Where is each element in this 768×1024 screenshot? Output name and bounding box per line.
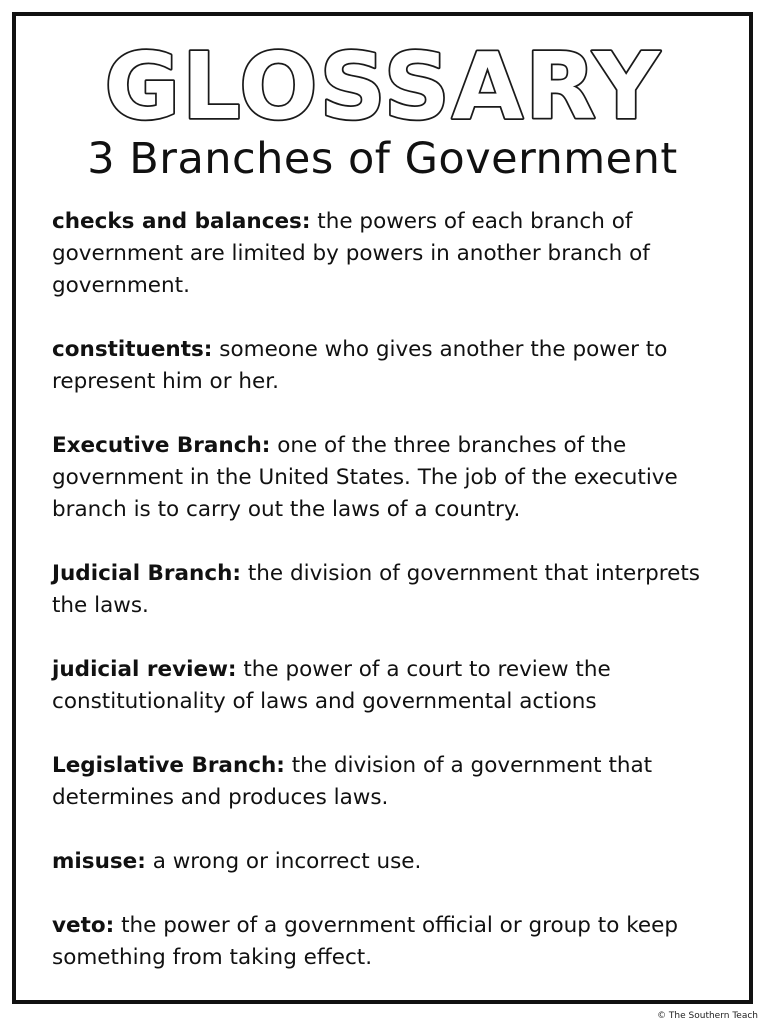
entry-term: Judicial Branch: — [52, 561, 241, 586]
entry-term: veto: — [52, 913, 115, 938]
glossary-entry — [52, 206, 742, 302]
entry-definition: the power of a court to review the constitutionality of laws and governmental actions — [52, 657, 611, 714]
entry-definition: the powers of each branch of government are limited by powers in another branch of government. — [52, 209, 650, 298]
entry-term: checks and balances: — [52, 209, 311, 234]
entry-definition: the division of government that interprets the laws. — [52, 561, 700, 618]
entry-term: constituents: — [52, 337, 213, 362]
entry-term: judicial review: — [52, 657, 237, 682]
entry-definition: the power of a government official or group to keep something from taking effect. — [52, 913, 678, 970]
entry-definition: someone who gives another the power to represent him or her. — [52, 337, 668, 394]
entry-definition: the division of a government that determines and produces laws. — [52, 753, 653, 810]
entry-term: Executive Branch: — [52, 433, 271, 458]
entry-term: Legislative Branch: — [52, 753, 285, 778]
glossary-entry — [52, 334, 742, 398]
entry-definition: a wrong or incorrect use. — [152, 849, 422, 874]
glossary-entry — [52, 846, 742, 878]
glossary-banner — [16, 30, 749, 140]
entry-definition: one of the three branches of the government in the United States. The job of the executive branch is to carry out the laws of a country. — [52, 433, 678, 522]
copyright-credit: © The Southern Teach — [657, 1011, 758, 1021]
page-border — [12, 12, 753, 1004]
glossary-bubble-title — [103, 30, 663, 140]
glossary-entry — [52, 558, 742, 622]
entry-term: misuse: — [52, 849, 146, 874]
glossary-entry — [52, 430, 742, 526]
glossary-list — [52, 206, 742, 1006]
glossary-entry — [52, 750, 742, 814]
glossary-title-text: GLOSSARY — [103, 33, 662, 140]
glossary-entry — [52, 654, 742, 718]
glossary-entry — [52, 910, 742, 974]
page-subtitle: 3 Branches of Government — [87, 134, 678, 184]
